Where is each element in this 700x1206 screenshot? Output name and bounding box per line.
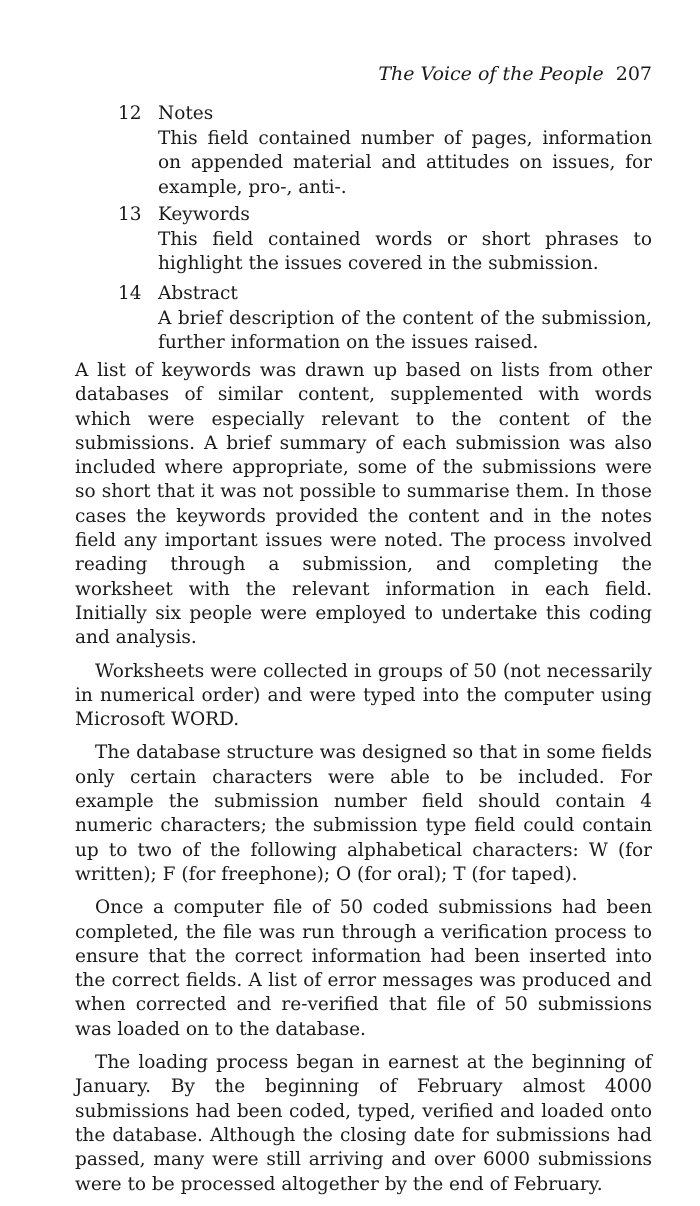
field-name: Notes — [158, 103, 214, 124]
paragraph: Once a computer file of 50 coded submissions had been completed, the file was run through a verification process to ensure that the correct information had been inserted into the correct fields. A list of error messages was produced and when corrected and re-verified that file of 50 submissions was loaded on to the database. — [75, 897, 652, 1040]
field-number: 14 — [118, 283, 142, 304]
field-description: This field contained words or short phrases to highlight the issues covered in the submission. — [158, 228, 652, 275]
field-description: This field contained number of pages, information on appended material and attitudes on issues, for example, pro-, anti-. — [158, 127, 652, 198]
paragraph: The loading process began in earnest at the beginning of January. By the beginning of February almost 4000 submissions had been coded, typed, verified and loaded onto the database. Although the closing date for submissions had passed, many were still arriving and over 6000 submissions were to be processed altogether by the end of February. — [75, 1052, 652, 1195]
body-text — [75, 359, 652, 1206]
paragraph: Worksheets were collected in groups of 50 (not necessarily in numerical order) and were typed into the computer using Microsoft WORD. — [75, 660, 652, 731]
running-header — [0, 62, 652, 86]
paragraph: The database structure was designed so that in some fields only certain characters were able to be included. For example the submission number field should contain 4 numeric characters; the submission type field could contain up to two of the following alphabetical characters: W (for written); F (for freephone); O (for oral); T (for taped). — [75, 742, 653, 885]
running-title: The Voice of the People — [378, 63, 604, 85]
field-number: 12 — [118, 103, 142, 124]
field-name: Keywords — [158, 204, 250, 225]
field-name: Abstract — [158, 283, 238, 304]
page-number: 207 — [615, 63, 652, 85]
field-number: 13 — [118, 204, 142, 225]
field-description: A brief description of the content of the submission, further information on the issues raised. — [158, 307, 652, 354]
paragraph: A list of keywords was drawn up based on lists from other databases of similar content, supplemented with words which were especially relevant to the content of the submissions. A brief summary of each submission was also included where appropriate, some of the submissions were so short that it was not possible to summarise them. In those cases the keywords provided the content and in the notes field any important issues were noted. The process involved reading through a submission, and completing the worksheet with the relevant information in each field. Initially six people were employed to undertake this coding and analysis. — [75, 360, 652, 649]
